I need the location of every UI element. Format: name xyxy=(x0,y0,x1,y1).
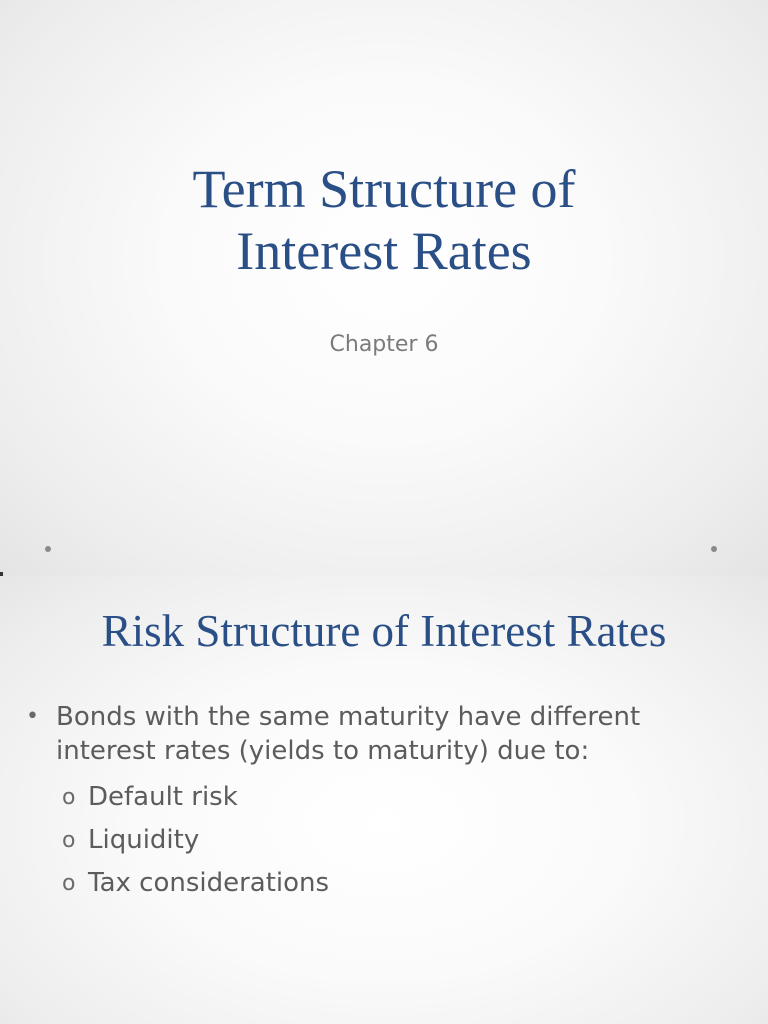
sub-bullet-circle-icon: o xyxy=(62,871,76,896)
slide-subtitle: Chapter 6 xyxy=(329,332,439,357)
slide-2-heading: Risk Structure of Interest Rates xyxy=(101,606,667,656)
sub-bullet-item xyxy=(26,862,746,905)
bullet-item xyxy=(26,700,746,768)
sub-bullet-list xyxy=(26,776,746,905)
sub-bullet-item xyxy=(26,819,746,862)
bullet-dot-icon: • xyxy=(26,704,39,729)
corner-dot-left xyxy=(45,546,51,552)
sub-bullet-text: Default risk xyxy=(88,782,238,812)
sub-bullet-circle-icon: o xyxy=(62,785,76,810)
slide-risk-structure xyxy=(0,576,768,1024)
sub-bullet-item xyxy=(26,776,746,819)
slide-title-heading xyxy=(0,158,768,282)
corner-dot-right xyxy=(711,546,717,552)
bullet-text: Bonds with the same maturity have different interest rates (yields to maturity) due to: xyxy=(56,702,641,766)
title-line-2: Interest Rates xyxy=(236,221,532,281)
sub-bullet-text: Tax considerations xyxy=(88,868,330,898)
sub-bullet-text: Liquidity xyxy=(88,825,200,855)
sub-bullet-circle-icon: o xyxy=(62,828,76,853)
bullet-list xyxy=(26,700,746,905)
title-line-1: Term Structure of xyxy=(192,159,576,219)
